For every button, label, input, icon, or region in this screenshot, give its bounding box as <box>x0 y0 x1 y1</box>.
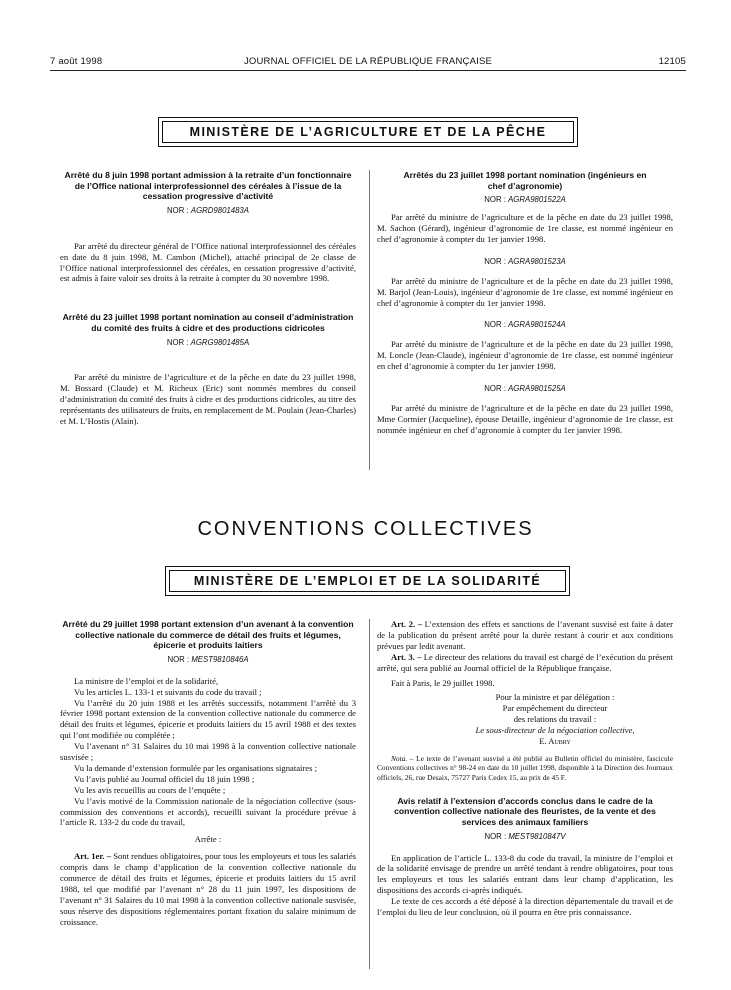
visa-paragraph: Vu l’avis motivé de la Commission nationale de la négociation collective (sous-commission des conventions et accords), recueilli suivant la procédure prévue à l’article R. 133-2 du code du travail, <box>60 795 356 828</box>
nomination-nor-4: NOR : AGRA9801525A <box>484 384 566 394</box>
visa-paragraph: Vu l’avis publié au Journal officiel du 18 juin 1998 ; <box>74 773 255 784</box>
article-1-label: Art. 1er. – <box>74 851 112 862</box>
nomination-text-3: Par arrêté du ministre de l’agriculture et de la pêche en date du 23 juillet 1998, M. Loncle (Jean-Claude), ingénieur d’agronomie de 1re classe, est nommé ingénieur en chef d’agronomie à compter du 1er janvier 1998. <box>377 339 673 372</box>
arrete-word: Arrête : <box>194 834 222 845</box>
visa-paragraph: La ministre de l’emploi et de la solidarité, <box>74 675 219 686</box>
conventions-heading: CONVENTIONS COLLECTIVES <box>197 518 534 540</box>
visa-paragraph: Vu les avis recueillis au cours de l’enquête ; <box>74 784 226 795</box>
page-number: 12105 <box>658 56 686 67</box>
arrete-retraite-title: Arrêté du 8 juin 1998 portant admission à la retraite d’un fonctionnaire de l’Office national interprofessionnel des céréales à l’issue de la cessation progressive d’activité <box>64 170 352 202</box>
visa-paragraph: Vu l’avenant n° 31 Salaires du 10 mai 1998 à la convention collective nationale susvisée ; <box>60 741 356 763</box>
visa-paragraph: Vu la demande d’extension formulée par les organisations signataires ; <box>74 762 317 773</box>
column-separator-top <box>369 170 370 470</box>
arrete-retraite-text: Par arrêté du directeur général de l’Office national interprofessionnel des céréales en date du 8 juin 1998, M. Cambon (Michel), attaché principal de 2e classe de l’Office national interprofessionnel des céréales, en cessation progressive d’activité, est admis à faire valoir ses droits à la retraite à compter du 30 novembre 1998. <box>60 240 356 284</box>
nomination-nor-2: NOR : AGRA9801523A <box>484 256 566 266</box>
avis-nor: NOR : MEST9810847V <box>484 831 566 841</box>
avis-title: Avis relatif à l’extension d’accords conclus dans le cadre de la convention collective nationale des fleuristes, de la vente et des services des animaux familiers <box>394 795 656 828</box>
article-1-text: Sont rendues obligatoires, pour tous les employeurs et tous les salariés compris dans le champ d’application de la convention collective nationale du commerce de détail des fruits et légumes, épicerie et produits laitiers du 15 avril 1988, tel que modifié par l’avenant n° 28 du 11 juin 1997, les dispositions de l’avenant n° 31 Salaires du 10 mai 1998 à la convention collective nationale susvisée, sous réserve des dispositions réglementaires portant fixation du salaire minimum de croissance. <box>60 851 356 927</box>
arrete-extension-title: Arrêté du 29 juillet 1998 portant extension d’un avenant à la convention collective nationale du commerce de détail des fruits et légumes, épicerie et produits laitiers <box>62 619 354 651</box>
emploi-left-column <box>60 619 356 928</box>
ministry-emploi-title: MINISTÈRE DE L’EMPLOI ET DE LA SOLIDARITÉ <box>193 574 542 588</box>
nomination-text-1: Par arrêté du ministre de l’agriculture et de la pêche en date du 23 juillet 1998, M. Sachon (Gérard), ingénieur d’agronomie de 1re classe, est nommé ingénieur en chef d’agronomie à compter du 1er janvier 1998. <box>377 212 673 244</box>
avis-paragraph-1: En application de l’article L. 133-8 du code du travail, la ministre de l’emploi et de la solidarité envisage de prendre un arrêté tendant à rendre obligatoires, pour tous les employeurs et tous les salariés entrant dans leur champ d’application, les dispositions des accords ci-après indiqués. <box>377 852 673 896</box>
ministry-agriculture-box <box>158 117 578 147</box>
arrete-cidre-title: Arrêté du 23 juillet 1998 portant nomination au conseil d’administration du comité des fruits à cidre et des productions cidricoles <box>62 312 354 333</box>
signature-block: Pour la ministre et par délégation : Par empêchement du directeur des relations du travail : Le sous-directeur de la négociation collective, E. Aubry <box>475 692 635 747</box>
avis-paragraph-2: Le texte de ces accords a été déposé à la direction départementale du travail et de l’emploi du lieu de leur conclusion, où il pourra en être pris connaissance. <box>377 896 673 918</box>
agri-right-column <box>377 170 673 436</box>
arrete-retraite-nor: NOR : AGRD9801483A <box>167 205 249 215</box>
nomination-text-2: Par arrêté du ministre de l’agriculture et de la pêche en date du 23 juillet 1998, M. Barjol (Jean-Louis), ingénieur d’agronomie de 1re classe, est nommé ingénieur en chef d’agronomie à compter du 1er janvier 1998. <box>377 275 673 308</box>
article-1 <box>60 851 356 927</box>
article-2: Art. 2. – L’extension des effets et sanctions de l’avenant susvisé est faite à dater de la publication du présent arrêté pour la durée restant à courir et aux conditions prévues par ledit avenant. <box>377 619 673 651</box>
arretes-nomination-title: Arrêtés du 23 juillet 1998 portant nomination (ingénieurs en chef d’agronomie) <box>403 170 647 191</box>
ministry-emploi-box <box>165 566 570 596</box>
nomination-nor-1: NOR : AGRA9801522A <box>484 195 566 205</box>
nomination-nor-3: NOR : AGRA9801524A <box>484 320 566 330</box>
header-rule <box>50 70 686 71</box>
agri-left-column <box>60 170 356 427</box>
emploi-right-column <box>377 619 673 918</box>
issue-date: 7 août 1998 <box>50 56 103 67</box>
arrete-extension-nor: NOR : MEST9810846A <box>167 654 249 664</box>
article-3: Art. 3. – Le directeur des relations du travail est chargé de l’exécution du présent arrêté, qui sera publié au Journal officiel de la République française. <box>377 651 673 673</box>
column-separator-bottom <box>369 619 370 969</box>
ministry-agriculture-title: MINISTÈRE DE L’AGRICULTURE ET DE LA PÊCHE <box>189 125 547 139</box>
visa-paragraph: Vu l’arrêté du 20 juin 1988 et les arrêtés successifs, notamment l’arrêté du 3 février 1998 portant extension de la convention collective nationale du commerce de détail des fruits et légumes, épicerie et produits laitiers du 15 avril 1988 et des textes qui l’ont modifiée ou complétée ; <box>60 697 356 741</box>
nota-note: Nota. – Le texte de l’avenant susvisé a été publié au Bulletin officiel du ministère, fascicule Conventions collectives n° 98-24 en date du 10 juillet 1998, disponible à la Direction des Journaux officiels, 26, rue Desaix, 75727 Paris Cedex 15, au prix de 45 F. <box>377 753 673 782</box>
journal-title: JOURNAL OFFICIEL DE LA RÉPUBLIQUE FRANÇAISE <box>243 56 493 67</box>
arrete-cidre-nor: NOR : AGRG9801485A <box>166 337 250 347</box>
arrete-cidre-text: Par arrêté du ministre de l’agriculture et de la pêche en date du 23 juillet 1998, M. Bossard (Claude) et M. Richeux (Eric) sont nommés membres du conseil d’administration du comité des fruits à cidre et des productions cidricoles, au titre des représentants des utilisateurs de fruits, en remplacement de M. Poulain (Jean-Charles) et M. L’Hostis (Alain). <box>60 372 356 427</box>
fait-a-paris: Fait à Paris, le 29 juillet 1998. <box>391 677 495 688</box>
visa-paragraph: Vu les articles L. 133-1 et suivants du code du travail ; <box>74 686 262 697</box>
nomination-text-4: Par arrêté du ministre de l’agriculture et de la pêche en date du 23 juillet 1998, Mme Cormier (Jacqueline), épouse Detaille, ingénieur d’agronomie de 1re classe, est nommée ingénieur en chef d’agronomie à compter du 1er janvier 1998. <box>377 402 673 435</box>
